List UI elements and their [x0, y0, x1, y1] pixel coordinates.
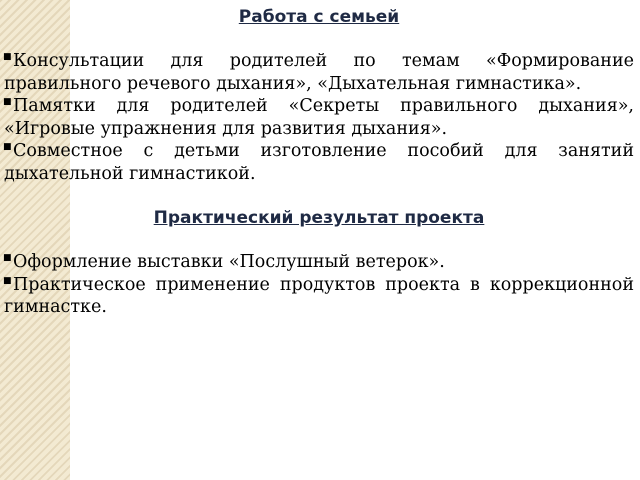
section-family-title: Работа с семьей	[238, 7, 400, 27]
list-item: ■ Практическое применение продуктов проекта в коррекционной гимнастке.	[3, 274, 634, 317]
square-bullet-icon: ■	[3, 142, 12, 152]
project-result-list	[4, 251, 634, 319]
list-item: ■ Памятки для родителей «Секреты правильного дыхания», «Игровые упражнения для развития дыхания».	[3, 96, 634, 139]
list-item: ■ Совместное с детьми изготовление пособий для занятий дыхательной гимнастикой.	[3, 141, 634, 184]
section-result-title: Практический результат проекта	[153, 208, 485, 228]
list-item: ■ Оформление выставки «Послушный ветерок».	[3, 252, 445, 272]
list-item: ■ Консультации для родителей по темам «Формирование правильного речевого дыхания», «Дыхательная гимнастика».	[3, 51, 634, 94]
slide-content	[4, 6, 634, 319]
square-bullet-icon: ■	[3, 253, 12, 263]
square-bullet-icon: ■	[3, 97, 12, 107]
family-work-list	[4, 50, 634, 185]
square-bullet-icon: ■	[3, 52, 12, 62]
square-bullet-icon: ■	[3, 275, 12, 286]
